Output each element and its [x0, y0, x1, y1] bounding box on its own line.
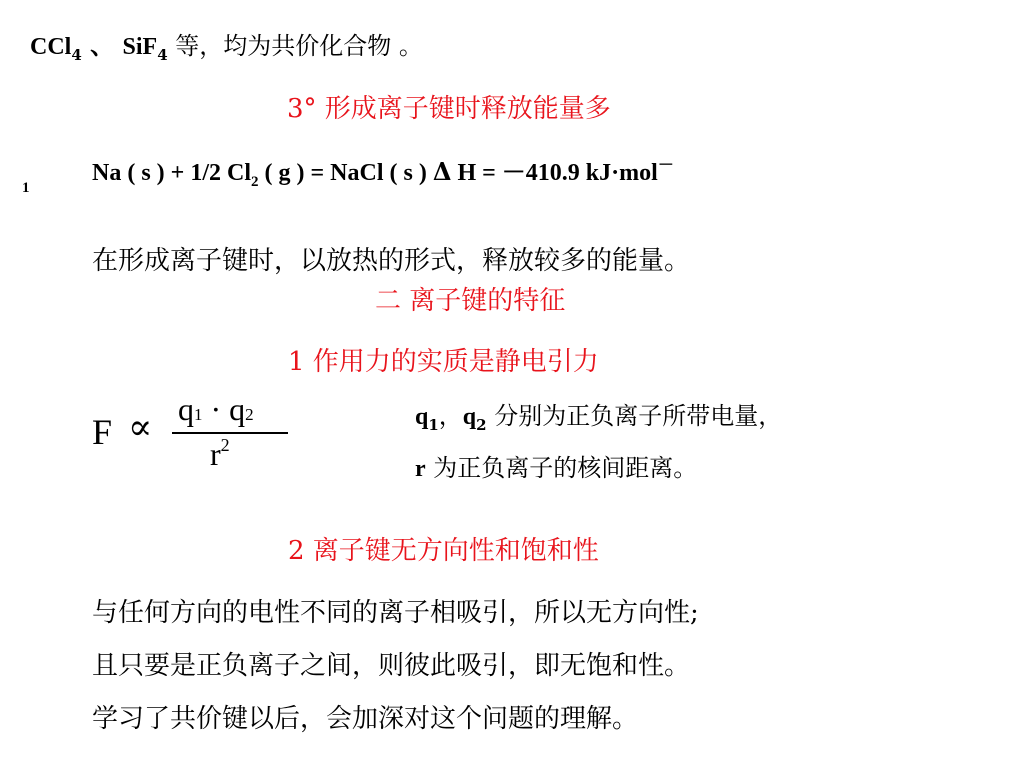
proportional-symbol: ∝ — [128, 407, 153, 448]
charge-description — [415, 396, 782, 434]
r-label: r — [415, 456, 426, 482]
point-2-heading: 2 离子键无方向性和饱和性 — [288, 536, 599, 566]
cl2-subscript: 2 — [251, 174, 259, 190]
mol-superscript: － — [657, 157, 674, 174]
separator: 、 — [81, 31, 115, 60]
q1-subscript: 1 — [194, 405, 203, 424]
distance-description — [415, 448, 697, 483]
q2-label: q — [462, 404, 477, 430]
q2-letter: q — [229, 391, 246, 427]
distance-explanation: 为正负离子的核间距离。 — [425, 454, 698, 482]
multiply-dot: · — [202, 391, 230, 427]
reaction-equation — [92, 152, 674, 191]
sif4-formula: SiF — [122, 34, 158, 60]
covalent-statement: 等，均为共价化合物 。 — [167, 32, 423, 60]
q1-letter: q — [178, 391, 194, 427]
superscript-wrap: 1 — [22, 180, 30, 196]
force-symbol: F — [92, 412, 113, 452]
coulomb-formula — [90, 385, 300, 495]
formula-numerator — [178, 391, 254, 428]
q2-subscript: 2 — [245, 405, 254, 424]
q2-label-subscript: 2 — [476, 416, 487, 434]
reaction-middle: ( g ) = NaCl ( s ) — [258, 160, 433, 186]
reaction-lhs: Na ( s ) + 1/2 Cl — [92, 160, 251, 186]
formula-denominator — [210, 435, 230, 473]
section-heading: 二 离子键的特征 — [375, 286, 566, 316]
sif4-subscript: 4 — [157, 46, 168, 64]
q1-label-subscript: 1 — [428, 416, 439, 434]
covalent-compounds-line — [30, 26, 423, 64]
point-1-heading: 1 作用力的实质是静电引力 — [288, 347, 599, 377]
energy-heading: 3° 形成离子键时释放能量多 — [287, 94, 611, 124]
charge-explanation: 分别为正负离子所带电量， — [486, 402, 783, 430]
release-statement: 在形成离子键时，以放热的形式，释放较多的能量。 — [92, 246, 691, 276]
comma: ， — [438, 402, 463, 430]
ccl4-subscript: 4 — [71, 46, 82, 64]
q1-label: q — [415, 404, 429, 430]
delta-symbol: Δ — [432, 157, 452, 186]
paragraph-line-3: 学习了共价键以后，会加深对这个问题的理解。 — [92, 704, 639, 734]
r-exponent: 2 — [220, 435, 230, 455]
r-letter: r — [210, 436, 221, 472]
paragraph-line-1: 与任何方向的电性不同的离子相吸引，所以无方向性; — [92, 598, 699, 628]
paragraph-line-2: 且只要是正负离子之间，则彼此吸引，即无饱和性。 — [92, 651, 691, 681]
enthalpy-value: H = －410.9 kJ·mol — [451, 160, 658, 186]
fraction-bar — [172, 432, 288, 434]
ccl4-formula: CCl — [30, 34, 72, 60]
